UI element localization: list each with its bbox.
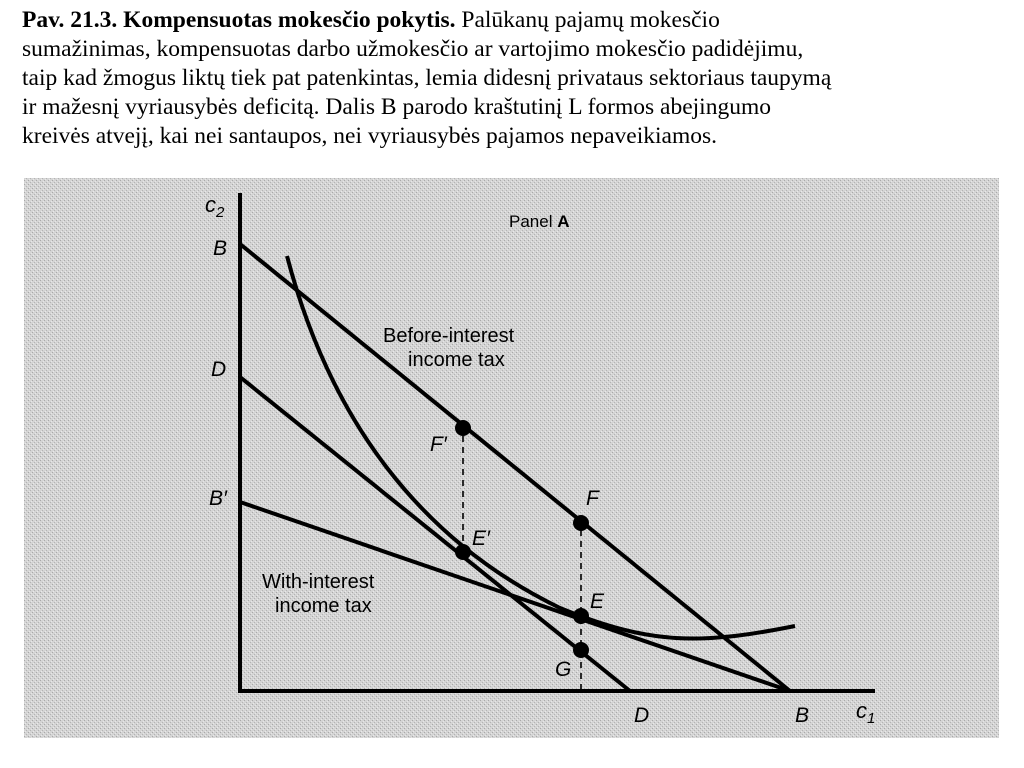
panel-background xyxy=(24,178,999,738)
label-B-top: B xyxy=(213,237,228,260)
label-G: G xyxy=(555,658,572,681)
x-axis-label: $c_1$ xyxy=(856,698,876,727)
caption-title: Pav. 21.3. Kompensuotas mokesčio pokytis. xyxy=(22,7,456,33)
label-before-interest-line-1: Before-interest xyxy=(383,325,515,347)
caption-line-1-rest: Palūkanų pajamų mokesčio xyxy=(455,7,720,33)
label-D-left: D xyxy=(211,358,227,381)
caption-line-4: ir mažesnį vyriausybės deficitą. Dalis B parodo kraštutinį L formos abejingumo xyxy=(22,94,771,120)
point-Eprime xyxy=(455,544,471,560)
caption-line-5: kreivės atvejį, kai nei santaupos, nei vyriausybės pajamos nepaveikiamos. xyxy=(22,123,718,149)
label-Eprime: E′ xyxy=(472,527,490,550)
point-E xyxy=(573,608,589,624)
panel-title: Panel A xyxy=(509,212,570,231)
point-F xyxy=(573,515,589,531)
label-with-interest-line-1: With-interest xyxy=(262,571,375,593)
caption-line-3: taip kad žmogus liktų tiek pat patenkintas, lemia didesnį privataus sektoriaus taupymą xyxy=(22,65,832,91)
label-F: F xyxy=(586,487,599,510)
label-D-bottom: D xyxy=(634,704,650,727)
caption-line-2: sumažinimas, kompensuotas darbo užmokesčio ar vartojimo mokesčio padidėjimu, xyxy=(22,36,804,62)
label-E: E xyxy=(590,590,605,613)
label-B-bottom: B xyxy=(795,704,810,727)
label-with-interest-line-2: income tax xyxy=(275,595,372,617)
label-Fprime: F′ xyxy=(430,433,447,456)
point-Fprime xyxy=(455,420,471,436)
point-G xyxy=(573,642,589,658)
label-before-interest-line-2: income tax xyxy=(408,349,505,371)
y-axis-label: $c_2$ xyxy=(205,192,225,221)
label-Bprime: B′ xyxy=(209,487,227,510)
